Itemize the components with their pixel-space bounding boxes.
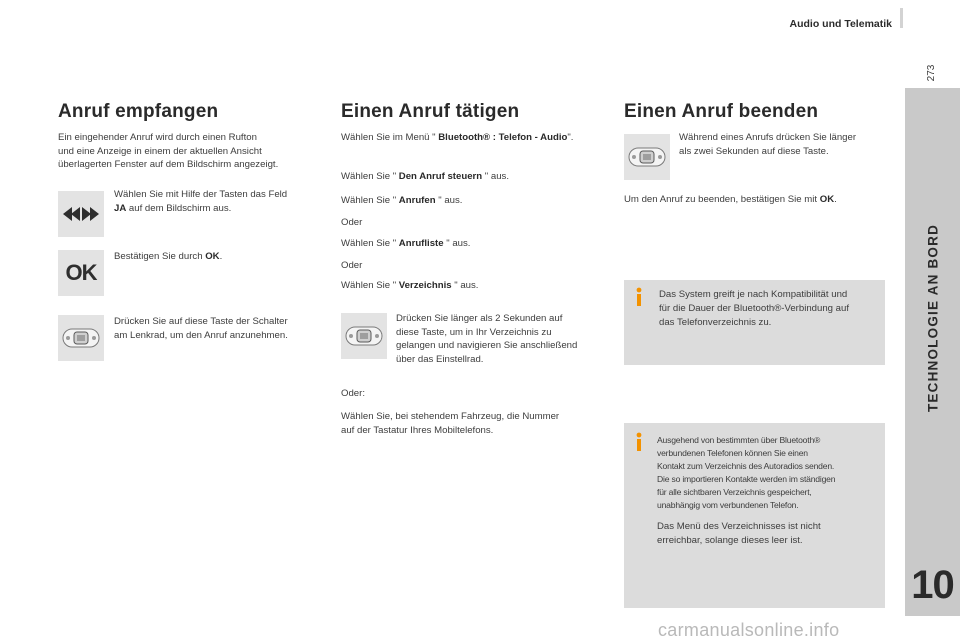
heading-anruf-beenden: Einen Anruf beenden — [624, 101, 819, 122]
steering-switch-tile — [58, 315, 104, 361]
or-separator: Oder — [341, 217, 363, 228]
info-empty-directory-text: Das Menü des Verzeichnisses ist nicht erreichbar, solange dieses leer ist. — [657, 521, 821, 546]
keypad-instruction: Wählen Sie, bei stehendem Fahrzeug, die Nummer auf der Tastatur Ihres Mobiltelefons. — [341, 411, 560, 436]
option-den-anruf-steuern: Wählen Sie " Den Anruf steuern " aus. — [341, 171, 510, 182]
step-answer-call: Drücken Sie auf diese Taste der Schalter am Lenkrad, um den Anruf anzunehmen. — [114, 316, 288, 341]
long-press-instruction: Drücken Sie länger als 2 Sekunden auf diese Taste, um in Ihr Verzeichnis zu gelangen und navigieren Sie anschließend über das Einstellrad. — [396, 313, 578, 365]
steering-control-icon — [62, 323, 100, 353]
section-title: Audio und Telematik — [789, 18, 892, 30]
page-number: 273 — [926, 64, 937, 82]
chapter-number: 10 — [911, 563, 954, 607]
end-call-press-instruction: Während eines Anrufs drücken Sie länger als zwei Sekunden auf diese Taste. — [679, 132, 857, 157]
info-compatibility-text: Das System greift je nach Kompatibilität und für die Dauer der Bluetooth®-Verbindung auf das Telefonverzeichnis zu. — [659, 289, 850, 328]
info-contacts-text: Ausgehend von bestimmten über Bluetooth® verbundenen Telefonen können Sie einen Kontakt zum Verzeichnis des Autoradios senden. Die so importieren Kontakte werden im ständigen für alle sichtbaren Verzeichnis gespeichert, unabhängig vom verbundenen Telefon. — [657, 435, 836, 510]
watermark: carmanualsonline.info — [658, 620, 840, 640]
arrow-keys-tile — [58, 191, 104, 237]
heading-anruf-taetigen: Einen Anruf tätigen — [341, 101, 520, 122]
steering-switch-tile — [624, 134, 670, 180]
chapter-label: TECHNOLOGIE AN BORD — [925, 223, 940, 413]
intro-paragraph: Ein eingehender Anruf wird durch einen Rufton und eine Anzeige in einem der aktuellen Ansicht überlagerten Fenster auf dem Bildschirm angezeigt. — [58, 132, 279, 170]
steering-switch-tile — [341, 313, 387, 359]
step-select-ja: Wählen Sie mit Hilfe der Tasten das Feld JA auf dem Bildschirm aus. — [114, 189, 288, 214]
header-divider — [900, 8, 903, 28]
steering-control-icon — [345, 321, 383, 351]
info-icon — [634, 287, 644, 307]
or-separator: Oder — [341, 260, 363, 271]
ok-button-tile: OK — [58, 250, 104, 296]
menu-instruction: Wählen Sie im Menü " Bluetooth® : Telefon - Audio". — [341, 132, 574, 143]
heading-anruf-empfangen: Anruf empfangen — [58, 101, 219, 122]
or-separator: Oder: — [341, 388, 365, 399]
step-confirm-ok: Bestätigen Sie durch OK. — [114, 251, 223, 262]
info-icon — [634, 432, 644, 452]
double-arrow-icon — [63, 206, 99, 222]
option-anrufen: Wählen Sie " Anrufen " aus. — [341, 195, 463, 206]
option-anrufliste: Wählen Sie " Anrufliste " aus. — [341, 238, 471, 249]
end-call-confirm: Um den Anruf zu beenden, bestätigen Sie mit OK. — [624, 194, 837, 205]
option-verzeichnis: Wählen Sie " Verzeichnis " aus. — [341, 280, 479, 291]
steering-control-icon — [628, 142, 666, 172]
